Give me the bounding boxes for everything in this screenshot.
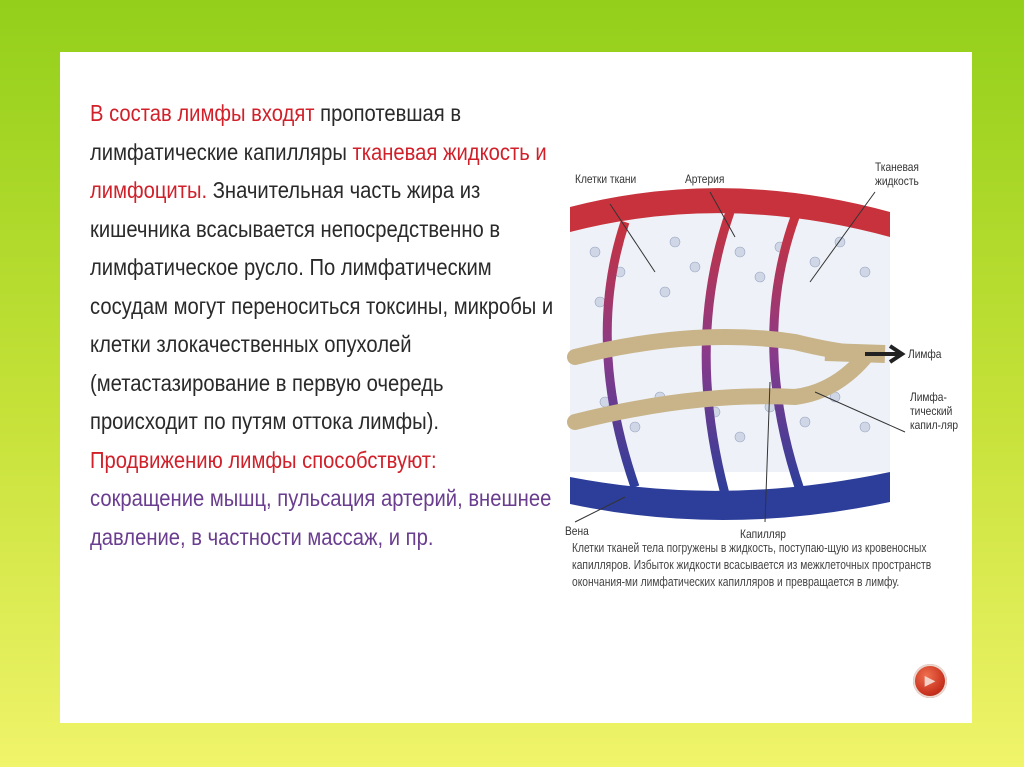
label-lymph: Лимфа [908,347,942,361]
lymph-diagram [565,142,965,562]
text-segment: пропотевшая в лимфатические капилляры [90,100,462,165]
lymph-diagram-svg [565,142,965,542]
highlight-tissue-fluid: тканевая жидкость и лимфоциты. [90,138,547,203]
slide-panel [60,52,972,723]
vein [570,472,890,520]
label-artery: Артерия [685,172,725,186]
text-segment: Значительная часть жира из кишечника всасывается непосредственно в лимфатическое русло. По лимфатическим сосудам могут переноситься токсины, микробы и клетки злокачественных опухолей (метастазирование в первую очередь происходит по путям оттока лимфы). [90,177,554,434]
label-vein: Вена [565,524,589,538]
highlight-composition: В состав лимфы входят [90,100,315,126]
label-tissue-fluid: Тканевая жидкость [875,160,919,188]
figure-caption: Клетки тканей тела погружены в жидкость, поступаю-щую из кровеносных капилляров. Избыток жидкости всасывается из межклеточных пространств окончания-ми лимфатических капилляров и превращается в лимфу. [572,541,932,589]
label-tissue-cells: Клетки ткани [575,172,637,186]
paragraph-composition [90,94,554,441]
label-capillary: Капилляр [740,527,786,541]
highlight-movement: Продвижению лимфы способствуют: [90,446,437,473]
paragraph-movement [90,441,554,557]
main-text [90,94,554,556]
movement-factors: сокращение мышц, пульсация артерий, внешнее давление, в частности массаж, и пр. [90,485,552,550]
label-lymph-capillary: Лимфа-тический капил-ляр [910,390,959,432]
next-slide-icon: ▶ [924,673,936,689]
next-slide-button[interactable] [913,664,947,698]
